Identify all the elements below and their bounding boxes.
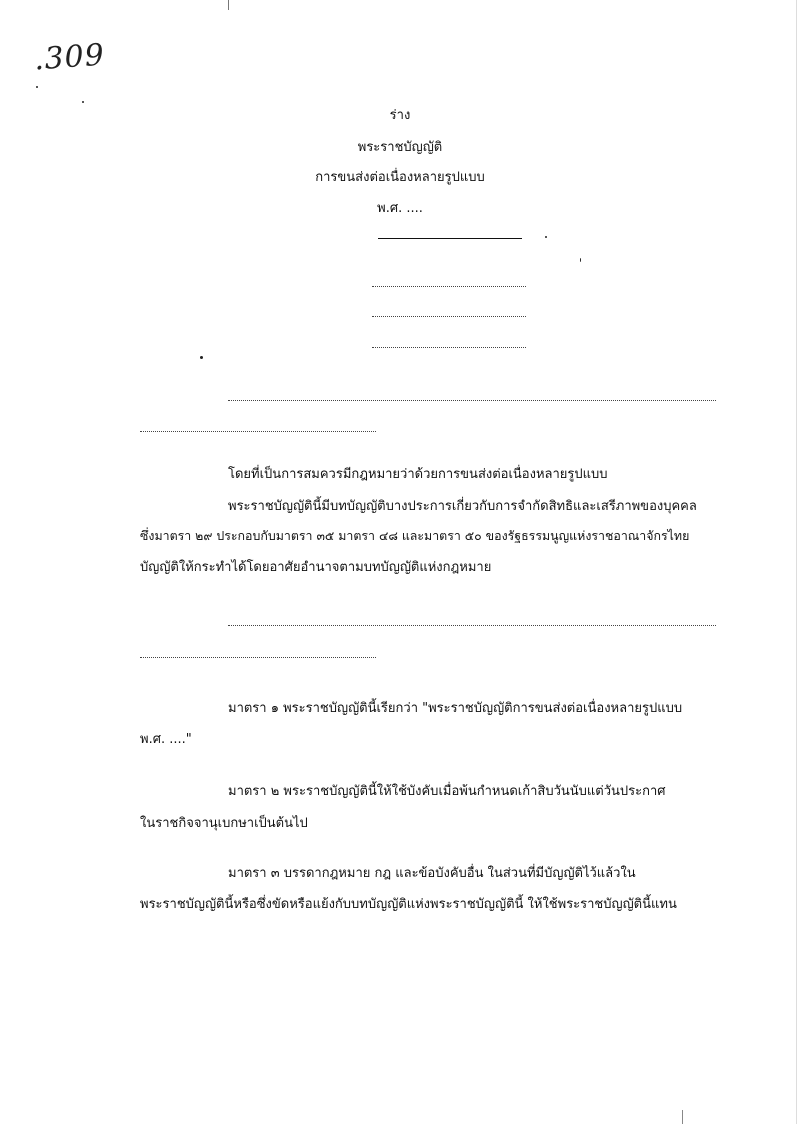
handwritten-page-number: .309 bbox=[32, 37, 106, 78]
scan-speck bbox=[36, 86, 38, 88]
blank-line bbox=[228, 625, 716, 626]
blank-line bbox=[140, 431, 376, 432]
draft-label: ร่าง bbox=[389, 108, 411, 123]
scan-speck bbox=[545, 236, 547, 238]
scan-speck bbox=[580, 258, 581, 262]
act-title: พระราชบัญญัติ bbox=[357, 140, 443, 155]
section-1-line-2: พ.ศ. ...." bbox=[140, 732, 192, 747]
act-subject: การขนส่งต่อเนื่องหลายรูปแบบ bbox=[315, 170, 485, 185]
scan-speck bbox=[200, 356, 203, 359]
blank-line bbox=[228, 400, 716, 401]
section-3-line-1: มาตรา ๓ บรรดากฎหมาย กฎ และข้อบังคับอื่น ในส่วนที่มีบัญญัติไว้แล้วใน bbox=[228, 866, 636, 881]
preamble-line-2: พระราชบัญญัตินี้มีบทบัญญัติบางประการเกี่ยวกับการจำกัดสิทธิและเสรีภาพของบุคคล bbox=[228, 499, 697, 514]
scan-speck bbox=[82, 101, 84, 103]
scan-edge-mark bbox=[796, 0, 797, 1124]
blank-line bbox=[372, 316, 526, 317]
scan-mark-top bbox=[228, 0, 229, 10]
section-3-line-2: พระราชบัญญัตินี้หรือซึ่งขัดหรือแย้งกับบทบัญญัติแห่งพระราชบัญญัตินี้ ให้ใช้พระราชบัญญัตินี้แทน bbox=[140, 897, 677, 912]
blank-line bbox=[140, 657, 376, 658]
preamble-line-1: โดยที่เป็นการสมควรมีกฎหมายว่าด้วยการขนส่งต่อเนื่องหลายรูปแบบ bbox=[228, 467, 608, 482]
section-1-line-1: มาตรา ๑ พระราชบัญญัตินี้เรียกว่า "พระราชบัญญัติการขนส่งต่อเนื่องหลายรูปแบบ bbox=[228, 701, 683, 716]
preamble-line-3: ซึ่งมาตรา ๒๙ ประกอบกับมาตรา ๓๕ มาตรา ๔๘ และมาตรา ๕๐ ของรัฐธรรมนูญแห่งราชอาณาจักรไทย bbox=[140, 528, 690, 543]
blank-line bbox=[372, 347, 526, 348]
title-underline bbox=[378, 238, 522, 239]
section-2-line-2: ในราชกิจจานุเบกษาเป็นต้นไป bbox=[140, 816, 308, 831]
scan-mark-bottom bbox=[682, 1110, 683, 1124]
blank-line bbox=[372, 286, 526, 287]
section-2-line-1: มาตรา ๒ พระราชบัญญัตินี้ให้ใช้บังคับเมื่อพ้นกำหนดเก้าสิบวันนับแต่วันประกาศ bbox=[228, 784, 666, 799]
act-year: พ.ศ. .... bbox=[377, 201, 423, 216]
preamble-line-4: บัญญัติให้กระทำได้โดยอาศัยอำนาจตามบทบัญญัติแห่งกฎหมาย bbox=[140, 560, 492, 575]
